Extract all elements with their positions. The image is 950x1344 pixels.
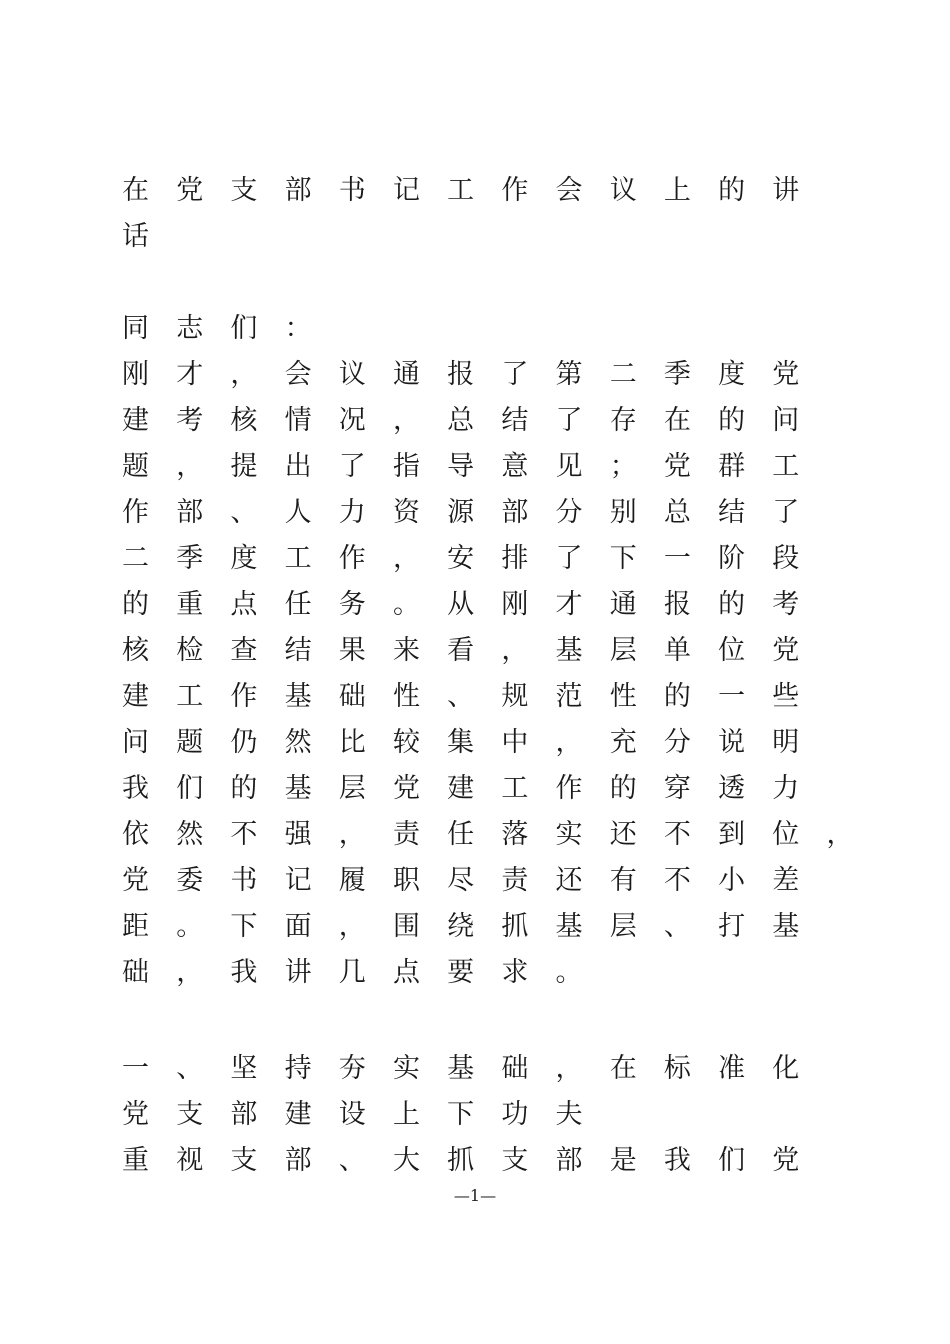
paragraph-line: 依 然 不 强 ， 责 任 落 实 还 不 到 位 ， — [122, 819, 854, 850]
paragraph-line: 作 部 、 人 力 资 源 部 分 别 总 结 了 — [122, 497, 800, 528]
paragraph-line: 础 ， 我 讲 几 点 要 求 。 — [122, 957, 583, 988]
title-line: 话 — [122, 221, 149, 252]
paragraph-line: 距 。 下 面 ， 围 绕 抓 基 层 、 打 基 — [122, 911, 800, 942]
section-body-line: 重 视 支 部 、 大 抓 支 部 是 我 们 党 — [122, 1145, 800, 1176]
paragraph-line: 的 重 点 任 务 。 从 刚 才 通 报 的 考 — [122, 589, 800, 620]
paragraph-line: 我 们 的 基 层 党 建 工 作 的 穿 透 力 — [122, 773, 800, 804]
title-line: 在 党 支 部 书 记 工 作 会 议 上 的 讲 — [122, 175, 800, 206]
page-number: —1— — [453, 1186, 497, 1205]
section-heading-line: 党 支 部 建 设 上 下 功 夫 — [122, 1099, 583, 1130]
paragraph-line: 核 检 查 结 果 来 看 ， 基 层 单 位 党 — [122, 635, 800, 666]
section-heading-line: 一 、 坚 持 夯 实 基 础 ， 在 标 准 化 — [122, 1053, 800, 1084]
paragraph-line: 党 委 书 记 履 职 尽 责 还 有 不 小 差 — [122, 865, 800, 896]
paragraph-line: 问 题 仍 然 比 较 集 中 ， 充 分 说 明 — [122, 727, 800, 758]
salutation: 同 志 们 ： — [122, 313, 312, 344]
paragraph-line: 建 考 核 情 况 ， 总 结 了 存 在 的 问 — [122, 405, 800, 436]
paragraph-line: 建 工 作 基 础 性 、 规 范 性 的 一 些 — [122, 681, 800, 712]
paragraph-line: 题 ， 提 出 了 指 导 意 见 ； 党 群 工 — [122, 451, 800, 482]
paragraph-line: 二 季 度 工 作 ， 安 排 了 下 一 阶 段 — [122, 543, 800, 574]
paragraph-line: 刚 才 ， 会 议 通 报 了 第 二 季 度 党 — [122, 359, 800, 390]
